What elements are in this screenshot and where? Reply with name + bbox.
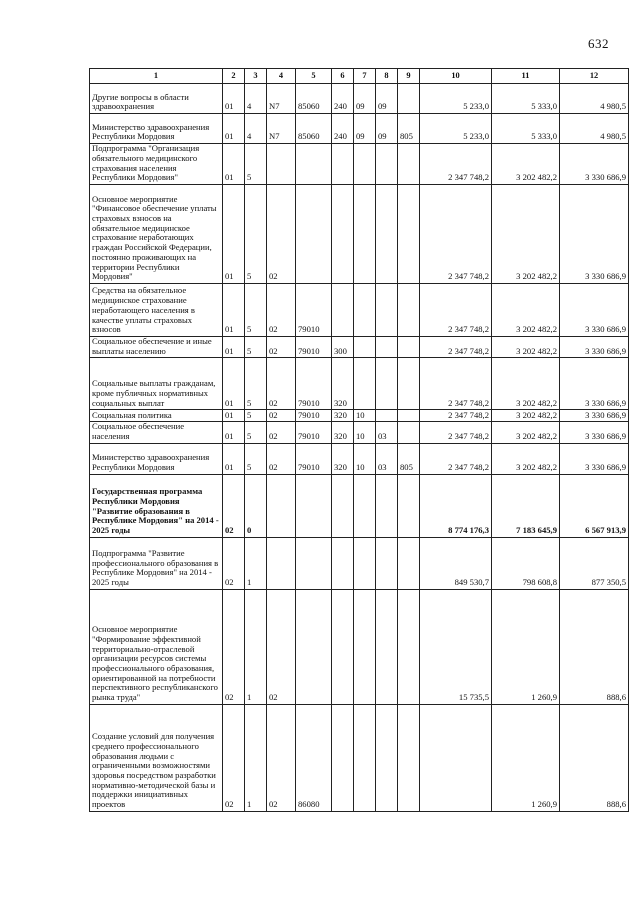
- column-header: 6: [332, 69, 354, 84]
- table-cell: [354, 704, 376, 811]
- table-cell: 02: [267, 443, 296, 474]
- table-cell: N7: [267, 84, 296, 114]
- table-cell: 1: [245, 704, 267, 811]
- table-cell: 01: [223, 144, 245, 185]
- table-cell: 2 347 748,2: [420, 337, 492, 358]
- table-cell: 1: [245, 589, 267, 704]
- row-name-cell: Социальное обеспечение населения: [90, 422, 223, 443]
- table-row: [90, 358, 629, 410]
- table-cell: [398, 84, 420, 114]
- table-cell: 02: [267, 358, 296, 410]
- table-cell: [332, 144, 354, 185]
- column-header: 10: [420, 69, 492, 84]
- table-cell: 5 233,0: [420, 114, 492, 144]
- table-cell: 5 333,0: [492, 114, 560, 144]
- table-cell: 02: [223, 537, 245, 589]
- table-cell: [354, 337, 376, 358]
- table-cell: 03: [376, 422, 398, 443]
- table-cell: [376, 474, 398, 537]
- table-cell: 01: [223, 114, 245, 144]
- column-header: 9: [398, 69, 420, 84]
- table-cell: 02: [267, 185, 296, 284]
- table-cell: [267, 474, 296, 537]
- table-cell: N7: [267, 114, 296, 144]
- table-cell: [376, 144, 398, 185]
- table-cell: 79010: [296, 422, 332, 443]
- table-cell: 2 347 748,2: [420, 410, 492, 422]
- table-cell: [296, 537, 332, 589]
- table-cell: [376, 537, 398, 589]
- column-header: 11: [492, 69, 560, 84]
- table-cell: 1 260,9: [492, 704, 560, 811]
- table-cell: 09: [354, 84, 376, 114]
- table-cell: 3 202 482,2: [492, 443, 560, 474]
- row-name-cell: Социальные выплаты гражданам, кроме публичных нормативных социальных выплат: [90, 358, 223, 410]
- table-cell: 5: [245, 144, 267, 185]
- table-cell: [332, 185, 354, 284]
- column-header: 4: [267, 69, 296, 84]
- table-cell: 02: [267, 410, 296, 422]
- row-name-cell: Другие вопросы в области здравоохранения: [90, 84, 223, 114]
- table-cell: 3 202 482,2: [492, 410, 560, 422]
- table-cell: 798 608,8: [492, 537, 560, 589]
- table-row: [90, 422, 629, 443]
- table-cell: 7 183 645,9: [492, 474, 560, 537]
- table-cell: 3 202 482,2: [492, 358, 560, 410]
- table-cell: 5: [245, 284, 267, 337]
- table-row: [90, 337, 629, 358]
- table-cell: 02: [267, 589, 296, 704]
- row-name-cell: Министерство здравоохранения Республики Мордовия: [90, 114, 223, 144]
- table-cell: [420, 704, 492, 811]
- table-cell: 01: [223, 422, 245, 443]
- table-cell: [332, 704, 354, 811]
- table-cell: 09: [376, 84, 398, 114]
- table-cell: [267, 144, 296, 185]
- table-row: [90, 114, 629, 144]
- table-cell: 4 980,5: [560, 114, 629, 144]
- table-cell: 3 202 482,2: [492, 284, 560, 337]
- row-name-cell: Социальная политика: [90, 410, 223, 422]
- table-cell: 3 202 482,2: [492, 144, 560, 185]
- table-cell: 3 202 482,2: [492, 337, 560, 358]
- table-cell: 3 330 686,9: [560, 337, 629, 358]
- table-cell: 01: [223, 84, 245, 114]
- table-cell: 02: [267, 422, 296, 443]
- table-cell: [398, 337, 420, 358]
- column-header: 5: [296, 69, 332, 84]
- table-cell: 2 347 748,2: [420, 422, 492, 443]
- table-cell: 320: [332, 443, 354, 474]
- table-cell: 86080: [296, 704, 332, 811]
- table-cell: 01: [223, 443, 245, 474]
- table-cell: [354, 589, 376, 704]
- budget-table: [89, 68, 629, 812]
- table-cell: 0: [245, 474, 267, 537]
- table-cell: 09: [354, 114, 376, 144]
- table-cell: [376, 284, 398, 337]
- table-cell: [332, 474, 354, 537]
- table-cell: 240: [332, 114, 354, 144]
- table-cell: 3 330 686,9: [560, 443, 629, 474]
- table-cell: 805: [398, 114, 420, 144]
- table-cell: 888,6: [560, 704, 629, 811]
- row-name-cell: Министерство здравоохранения Республики Мордовия: [90, 443, 223, 474]
- table-cell: [376, 185, 398, 284]
- row-name-cell: Государственная программа Республики Мордовия "Развитие образования в Республике Мордовия" на 2014 - 2025 годы: [90, 474, 223, 537]
- column-header: 12: [560, 69, 629, 84]
- table-cell: [267, 537, 296, 589]
- table-cell: 849 530,7: [420, 537, 492, 589]
- table-cell: [376, 589, 398, 704]
- table-cell: 1: [245, 537, 267, 589]
- table-cell: [398, 358, 420, 410]
- column-header: 2: [223, 69, 245, 84]
- page-number: 632: [588, 36, 609, 51]
- table-cell: [354, 144, 376, 185]
- table-cell: 300: [332, 337, 354, 358]
- table-cell: [376, 704, 398, 811]
- row-name-cell: Подпрограмма "Организация обязательного медицинского страхования населения Республики Мордовия": [90, 144, 223, 185]
- table-cell: 5: [245, 410, 267, 422]
- table-cell: 5: [245, 185, 267, 284]
- table-cell: [354, 185, 376, 284]
- table-cell: 3 330 686,9: [560, 185, 629, 284]
- table-cell: [398, 589, 420, 704]
- table-cell: 805: [398, 443, 420, 474]
- table-cell: [398, 537, 420, 589]
- table-cell: [354, 537, 376, 589]
- table-cell: 01: [223, 185, 245, 284]
- table-cell: 10: [354, 410, 376, 422]
- table-row: [90, 589, 629, 704]
- row-name-cell: Подпрограмма "Развитие профессионального образования в Республике Мордовия" на 2014 - 2025 годы: [90, 537, 223, 589]
- table-cell: 2 347 748,2: [420, 358, 492, 410]
- table-cell: [376, 337, 398, 358]
- table-cell: 3 202 482,2: [492, 422, 560, 443]
- row-name-cell: Средства на обязательное медицинское страхование неработающего населения в качестве уплаты страховых взносов: [90, 284, 223, 337]
- table-cell: 5: [245, 443, 267, 474]
- column-header: 7: [354, 69, 376, 84]
- table-row: [90, 144, 629, 185]
- table-cell: 10: [354, 443, 376, 474]
- table-cell: 03: [376, 443, 398, 474]
- table-cell: 2 347 748,2: [420, 284, 492, 337]
- table-cell: 01: [223, 284, 245, 337]
- table-cell: 5 233,0: [420, 84, 492, 114]
- header-row: [90, 69, 629, 84]
- table-cell: 01: [223, 410, 245, 422]
- table-row: [90, 185, 629, 284]
- table-cell: [398, 474, 420, 537]
- table-cell: 240: [332, 84, 354, 114]
- table-cell: [354, 284, 376, 337]
- table-cell: 320: [332, 410, 354, 422]
- table-cell: 15 735,5: [420, 589, 492, 704]
- table-row: [90, 474, 629, 537]
- table-cell: 10: [354, 422, 376, 443]
- table-cell: 4: [245, 84, 267, 114]
- table-cell: 888,6: [560, 589, 629, 704]
- table-cell: 85060: [296, 84, 332, 114]
- table-cell: 09: [376, 114, 398, 144]
- table-cell: [398, 185, 420, 284]
- table-cell: 3 330 686,9: [560, 422, 629, 443]
- table-row: [90, 84, 629, 114]
- table-cell: 79010: [296, 410, 332, 422]
- table-cell: [354, 474, 376, 537]
- row-name-cell: Социальное обеспечение и иные выплаты населению: [90, 337, 223, 358]
- table-cell: [296, 589, 332, 704]
- table-cell: 3 330 686,9: [560, 410, 629, 422]
- table-cell: [398, 704, 420, 811]
- table-cell: [398, 144, 420, 185]
- table-cell: [296, 474, 332, 537]
- table-cell: 5: [245, 337, 267, 358]
- table-cell: 02: [223, 589, 245, 704]
- table-row: [90, 537, 629, 589]
- table-cell: [398, 284, 420, 337]
- row-name-cell: Основное мероприятие "Формирование эффективной территориально-отраслевой организации ресурсов системы профессионального образования, ориентированной на потребности перспективного республиканского рынка труда": [90, 589, 223, 704]
- table-cell: 5 333,0: [492, 84, 560, 114]
- table-cell: [332, 284, 354, 337]
- table-row: [90, 410, 629, 422]
- table-cell: 79010: [296, 337, 332, 358]
- table-cell: [332, 537, 354, 589]
- table-cell: 02: [267, 284, 296, 337]
- column-header: 1: [90, 69, 223, 84]
- table-cell: 01: [223, 358, 245, 410]
- table-cell: [296, 144, 332, 185]
- table-body: [90, 84, 629, 812]
- table-cell: [398, 410, 420, 422]
- table-cell: 2 347 748,2: [420, 144, 492, 185]
- table-cell: 320: [332, 358, 354, 410]
- table-row: [90, 704, 629, 811]
- table-cell: 8 774 176,3: [420, 474, 492, 537]
- column-header: 8: [376, 69, 398, 84]
- table-cell: [296, 185, 332, 284]
- table-cell: [398, 422, 420, 443]
- table-cell: 02: [223, 704, 245, 811]
- table-cell: 877 350,5: [560, 537, 629, 589]
- row-name-cell: Основное мероприятие "Финансовое обеспечение уплаты страховых взносов на обязательное медицинское страхование неработающих граждан Российской Федерации, постоянно проживающих на территории Республики Мордовия": [90, 185, 223, 284]
- table-cell: [332, 589, 354, 704]
- table-row: [90, 443, 629, 474]
- table-cell: 4: [245, 114, 267, 144]
- table-cell: 79010: [296, 284, 332, 337]
- table-cell: 02: [267, 337, 296, 358]
- table-cell: 79010: [296, 358, 332, 410]
- table-cell: 3 330 686,9: [560, 284, 629, 337]
- table-cell: 79010: [296, 443, 332, 474]
- table-cell: 5: [245, 358, 267, 410]
- table-cell: 02: [223, 474, 245, 537]
- table-cell: 01: [223, 337, 245, 358]
- table-cell: 4 980,5: [560, 84, 629, 114]
- column-header: 3: [245, 69, 267, 84]
- table-cell: 3 202 482,2: [492, 185, 560, 284]
- table-row: [90, 284, 629, 337]
- table-cell: [376, 410, 398, 422]
- table-cell: 2 347 748,2: [420, 443, 492, 474]
- table-cell: 2 347 748,2: [420, 185, 492, 284]
- table-cell: 02: [267, 704, 296, 811]
- table-cell: 6 567 913,9: [560, 474, 629, 537]
- table-cell: 1 260,9: [492, 589, 560, 704]
- table-cell: 3 330 686,9: [560, 358, 629, 410]
- table-cell: [354, 358, 376, 410]
- table-cell: [376, 358, 398, 410]
- table-cell: 3 330 686,9: [560, 144, 629, 185]
- table-cell: 85060: [296, 114, 332, 144]
- row-name-cell: Создание условий для получения среднего профессионального образования людьми с ограниченными возможностями здоровья посредством разработки нормативно-методической базы и поддержки инициативных проектов: [90, 704, 223, 811]
- table-cell: 5: [245, 422, 267, 443]
- table-cell: 320: [332, 422, 354, 443]
